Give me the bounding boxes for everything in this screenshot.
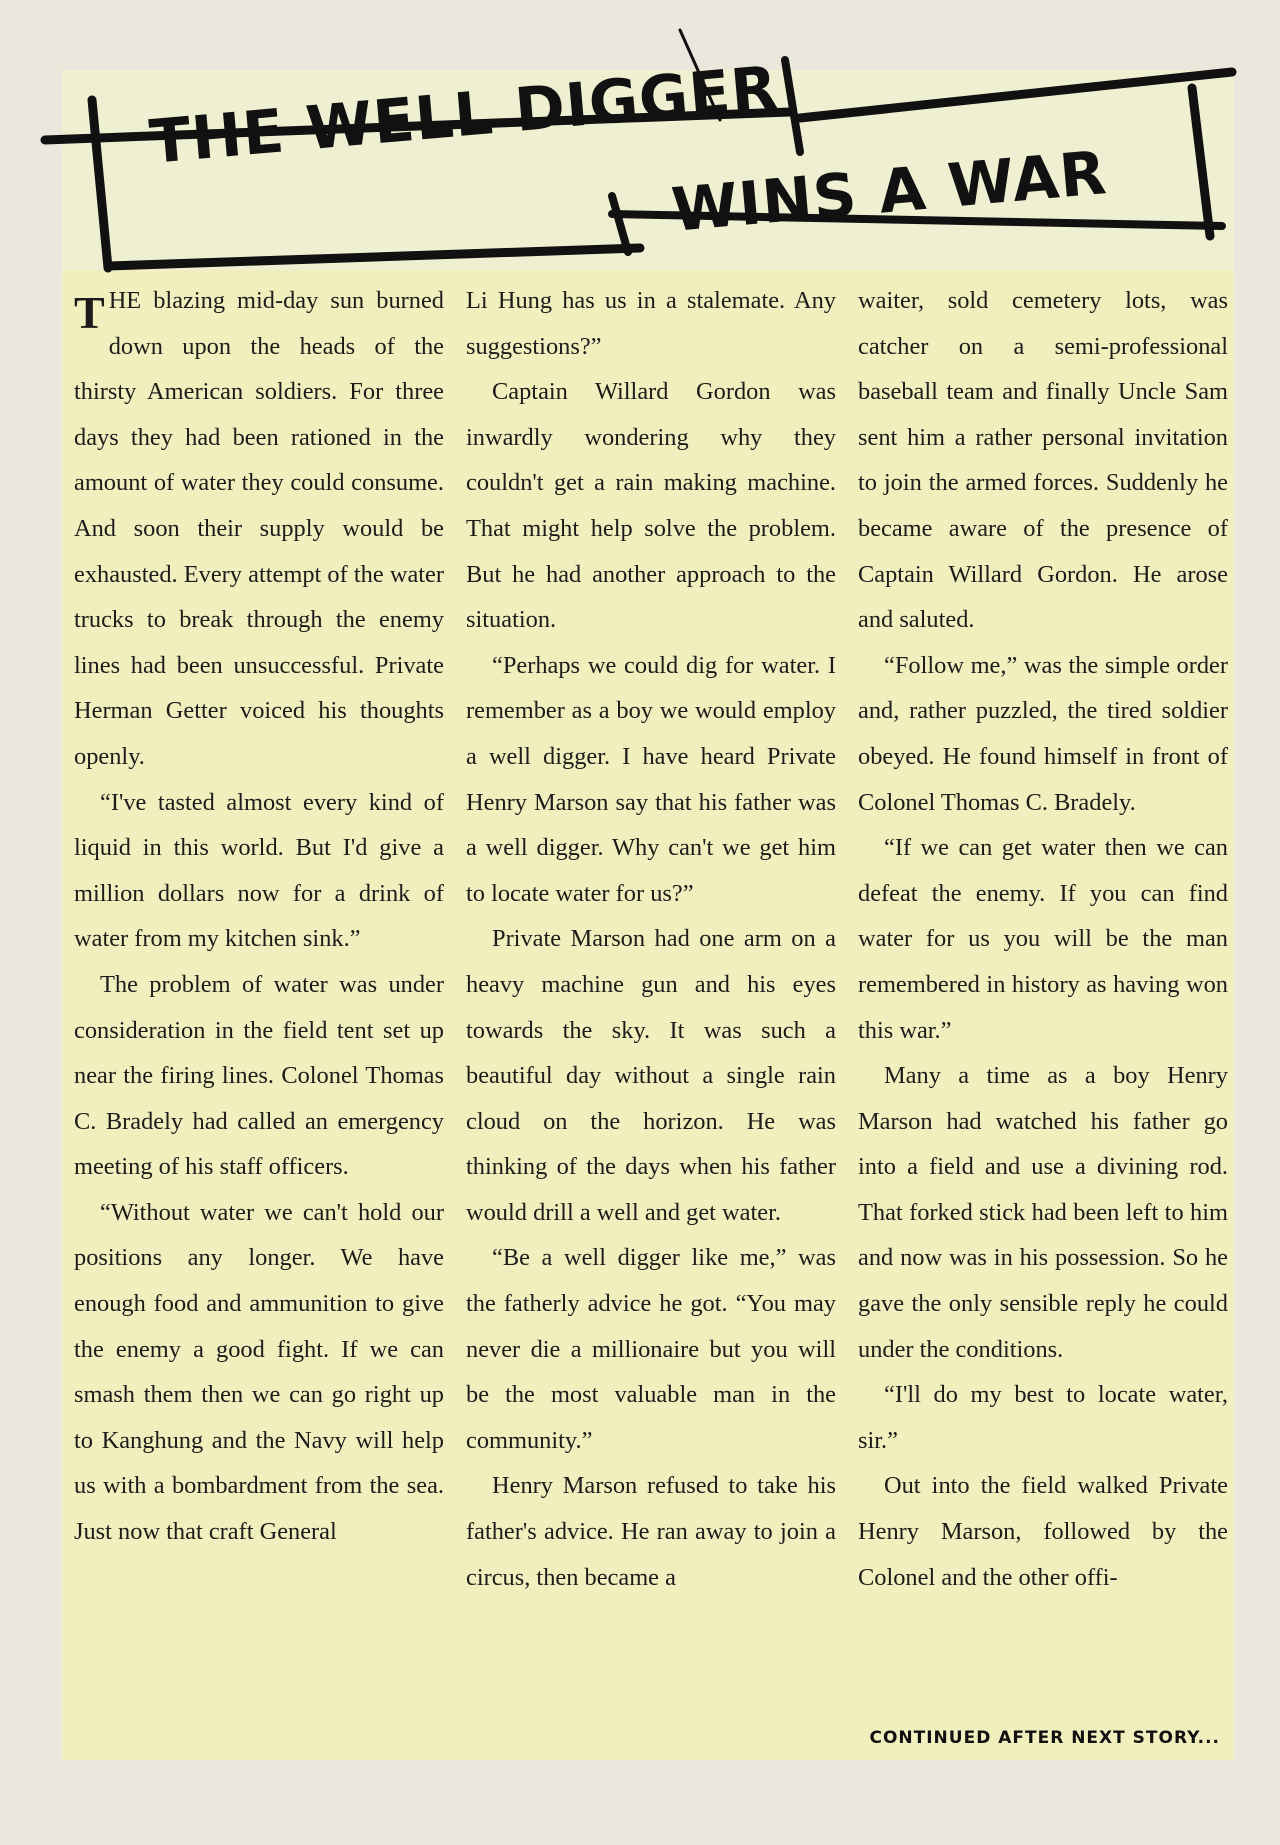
paragraph: “I'll do my best to locate water, sir.” bbox=[858, 1381, 1228, 1454]
continued-notice: CONTINUED AFTER NEXT STORY... bbox=[869, 1728, 1220, 1748]
title-line-2: WINS A WAR bbox=[668, 138, 1110, 246]
column-1 bbox=[74, 278, 444, 1600]
paragraph: Private Marson had one arm on a heavy machine gun and his eyes towards the sky. It was such a beautiful day without a single rain cloud on the horizon. He was thinking of the days when his father would drill a well and get water. bbox=[466, 925, 836, 1226]
paragraph: Many a time as a boy Henry Marson had watched his father go into a field and use a divining rod. That forked stick had been left to him and now was in his possession. So he gave the only sensible reply he could under the conditions. bbox=[858, 1062, 1228, 1363]
paragraph: “Follow me,” was the simple order and, rather puzzled, the tired soldier obeyed. He found himself in front of Colonel Thomas C. Bradely. bbox=[858, 651, 1228, 816]
paragraph: waiter, sold cemetery lots, was catcher on a semi-professional baseball team and finally Uncle Sam sent him a rather personal invitation to join the armed forces. Suddenly he became aware of the presence of Captain Willard Gordon. He arose and saluted. bbox=[858, 287, 1228, 634]
story-columns bbox=[74, 278, 1230, 1600]
paragraph: “Be a well digger like me,” was the fatherly advice he got. “You may never die a millionaire but you will be the most valuable man in the community.” bbox=[466, 1244, 836, 1454]
title-line-1: THE WELL DIGGER bbox=[146, 53, 782, 178]
paragraph: The problem of water was under consideration in the field tent set up near the firing lines. Colonel Thomas C. Bradely had called an emergency meeting of his staff officers. bbox=[74, 970, 444, 1181]
paragraph: Captain Willard Gordon was inwardly wondering why they couldn't get a rain making machine. That might help solve the problem. But he had another approach to the situation. bbox=[466, 378, 836, 634]
paragraph: “Perhaps we could dig for water. I remember as a boy we would employ a well digger. I have heard Private Henry Marson say that his father was a well digger. Why can't we get him to locate water for us?” bbox=[466, 651, 836, 907]
paragraph: Out into the field walked Private Henry Marson, followed by the Colonel and the other offi- bbox=[858, 1472, 1228, 1591]
paragraph bbox=[74, 278, 444, 780]
paragraph-text: HE blazing mid-day sun burned down upon the heads of the thirsty American soldiers. For three days they had been rationed in the amount of water they could consume. And soon their supply would be exhausted. Every attempt of the water trucks to break through the enemy lines had been unsuccessful. Private Herman Getter voiced his thoughts openly. bbox=[74, 287, 444, 770]
paragraph: “I've tasted almost every kind of liquid in this world. But I'd give a million dollars now for a drink of water from my kitchen sink.” bbox=[74, 788, 444, 953]
paragraph: Henry Marson refused to take his father's advice. He ran away to join a circus, then became a bbox=[466, 1472, 836, 1591]
paragraph: “Without water we can't hold our positions any longer. We have enough food and ammunition to give the enemy a good fight. If we can smash them then we can go right up to Kanghung and the Navy will help us with a bombardment from the sea. Just now that craft General bbox=[74, 1198, 444, 1546]
paragraph: “If we can get water then we can defeat the enemy. If you can find water for us you will be the man remembered in history as having won this war.” bbox=[858, 834, 1228, 1044]
drop-cap: T bbox=[74, 287, 105, 338]
paragraph: Li Hung has us in a stalemate. Any suggestions?” bbox=[466, 287, 836, 360]
column-3 bbox=[858, 278, 1228, 1600]
column-2 bbox=[466, 278, 836, 1600]
